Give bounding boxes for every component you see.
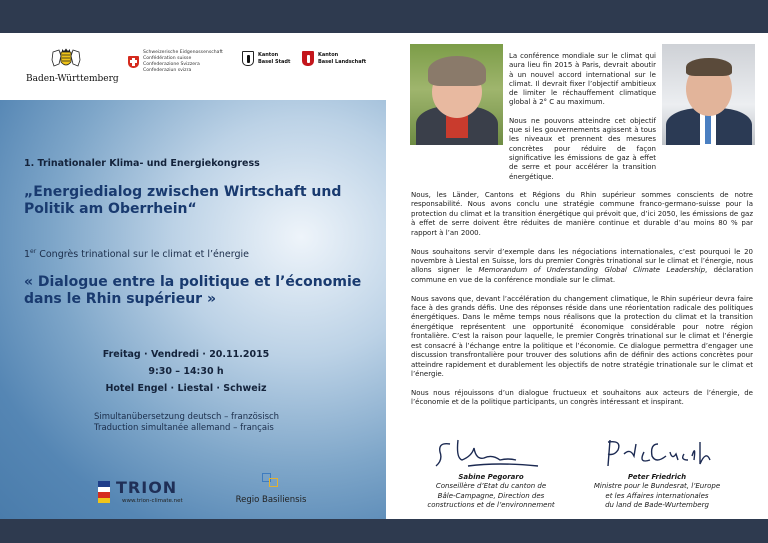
confederation-name-it: Confederazione Svizzera xyxy=(143,62,200,67)
memorandum-title: Memorandum of Understanding Global Climate Leadership xyxy=(478,266,706,275)
congress-subtitle-fr xyxy=(24,248,249,260)
trion-name: TRION xyxy=(116,478,178,497)
intro-paragraph-1: La conférence mondiale sur le climat qui aura lieu fin 2015 à Paris, devrait aboutir à un nouvel accord international sur le climat. Il devrait fixer l’objectif ambitieux de limiter le réchauffement climatique global à 2° C au maximum. xyxy=(509,52,656,107)
signatory-role-line: Bâle-Campagne, Direction des xyxy=(437,491,545,500)
basel-landschaft-name: Basel Landschaft xyxy=(318,58,367,65)
regio-squares-icon xyxy=(262,473,280,489)
signatory-role-line: constructions et de l’environnement xyxy=(427,501,555,510)
event-details xyxy=(66,346,306,397)
signatory-pegoraro xyxy=(416,473,566,511)
trion-logo xyxy=(98,478,208,508)
signature-friedrich xyxy=(600,430,720,472)
signatory-role-line: du land de Bade-Wurtemberg xyxy=(605,501,709,510)
baden-wuerttemberg-logo xyxy=(26,48,119,84)
signatory-friedrich xyxy=(582,473,732,511)
event-venue: Hotel Engel · Liestal · Schweiz xyxy=(105,383,267,394)
regio-basiliensis-logo xyxy=(231,473,311,505)
event-time: 9:30 – 14:30 h xyxy=(148,366,224,377)
portrait-sabine-pegoraro xyxy=(410,44,503,145)
congress-number-fr: 1 xyxy=(24,249,31,261)
logo-strip xyxy=(0,33,386,100)
paragraph-responsibility: Nous, les Länder, Cantons et Régions du Rhin supérieur sommes conscients de notre responsabilité. Nous avons conclu une stratégie commune franco-germano-suisse pour la protection du climat et la transition énergétique qui prévoit que, d’ici 2050, les émissions de gaz à effet de serre doivent être réduites de manière continue et durable d’au moins 80 % par rapport à l’an 2000. xyxy=(411,191,753,237)
portrait-peter-friedrich xyxy=(662,44,755,145)
basel-landschaft-shield-icon xyxy=(302,51,314,66)
basel-landschaft-kanton: Kanton xyxy=(318,52,339,58)
brochure-spread xyxy=(0,33,768,519)
tri-flag-icon xyxy=(98,481,110,503)
baden-wuerttemberg-name: Baden-Württemberg xyxy=(26,74,119,84)
bottom-frame-bar xyxy=(0,519,768,543)
intro-paragraph-2: Nous ne pouvons atteindre cet objectif que si les gouvernements agissent à tous les niveaux et prennent des mesures concrètes pour réduire de façon significative les émissions de gaz à effet de serre et pour accélérer la transition énergétique. xyxy=(509,116,656,181)
signatory-name: Peter Friedrich xyxy=(627,473,687,481)
regio-basiliensis-name: Regio Basiliensis xyxy=(235,495,307,505)
translation-note xyxy=(94,412,279,434)
ordinal-suffix: er xyxy=(30,248,37,255)
signature-pegoraro xyxy=(428,430,548,472)
top-frame-bar xyxy=(0,0,768,33)
main-text xyxy=(411,191,753,417)
signatory-role-line: Ministre pour le Bundesrat, l’Europe xyxy=(593,482,721,491)
paragraph-closing: Nous nous réjouissons d’un dialogue fructueux et souhaitons aux acteurs de l’énergie, de l’économie et de la politique participants, un congrès intéressant et inspirant. xyxy=(411,388,753,407)
paragraph-challenges: Nous savons que, devant l’accélération du changement climatique, le Rhin supérieur devra faire face à des grands défis. Une des réponses réside dans une réorientation radicale des politiques énergétiques. Dans le même temps nous réalisons que la protection du climat et la transition énergétique représentent une opportunité économique considérable pour notre région frontalière. C’est la raison pour laquelle, le premier Congrès trinational sur le climat et l’énergie est consacré à l’échange entre la politique et l’économie. Ce dialogue permettra d’engager une discussion transfrontalière pour trouver des solutions afin de définir des actions concrètes pour atteindre rapidement et durablement les objectifs de notre stratégie trinationale sur le climat et l’énergie. xyxy=(411,294,753,378)
signatory-role-line: et les Affaires internationales xyxy=(605,491,709,500)
congress-title-fr: « Dialogue entre la politique et l’économie dans le Rhin supérieur » xyxy=(24,274,362,307)
intro-text xyxy=(509,52,656,191)
confederation-name-fr: Confédération suisse xyxy=(143,56,192,61)
basel-shield-icon xyxy=(242,51,254,66)
basel-stadt-name: Basel Stadt xyxy=(258,58,291,65)
left-page xyxy=(0,33,386,519)
congress-subtitle-de: 1. Trinationaler Klima- und Energiekongress xyxy=(24,158,260,169)
signatory-role-line: Conseillère d’Etat du canton de xyxy=(435,482,547,491)
congress-title-de: „Energiedialog zwischen Wirtschaft und Politik am Oberrhein“ xyxy=(24,184,342,217)
trion-url: www.trion-climate.net xyxy=(122,498,183,504)
confederation-name-rm: Confederaziun svizra xyxy=(143,68,192,73)
congress-subtitle-fr-text: Congrès trinational sur le climat et l’énergie xyxy=(36,249,249,261)
translation-de: Simultanübersetzung deutsch – französisch xyxy=(94,412,280,422)
swiss-cross-icon xyxy=(128,56,139,68)
paragraph-memorandum: Nous souhaitons servir d’exemple dans les négociations internationales, c’est pourquoi le 20 novembre à Liestal en Suisse, lors du premier Congrès trinational sur le climat et l’énergie, nous allons signer le Memorandum of Understanding Global Climate Leadership, déclaration commune en vue de la conférence mondiale sur le climat. xyxy=(411,247,754,284)
basel-stadt-kanton: Kanton xyxy=(258,52,279,58)
coat-of-arms-icon xyxy=(49,48,83,72)
right-page xyxy=(386,33,768,519)
confederation-name-de: Schweizerische Eidgenossenschaft xyxy=(143,50,223,55)
event-date: Freitag · Vendredi · 20.11.2015 xyxy=(102,349,270,360)
signatory-name: Sabine Pegoraro xyxy=(458,473,524,481)
translation-fr: Traduction simultanée allemand – français xyxy=(94,423,274,433)
